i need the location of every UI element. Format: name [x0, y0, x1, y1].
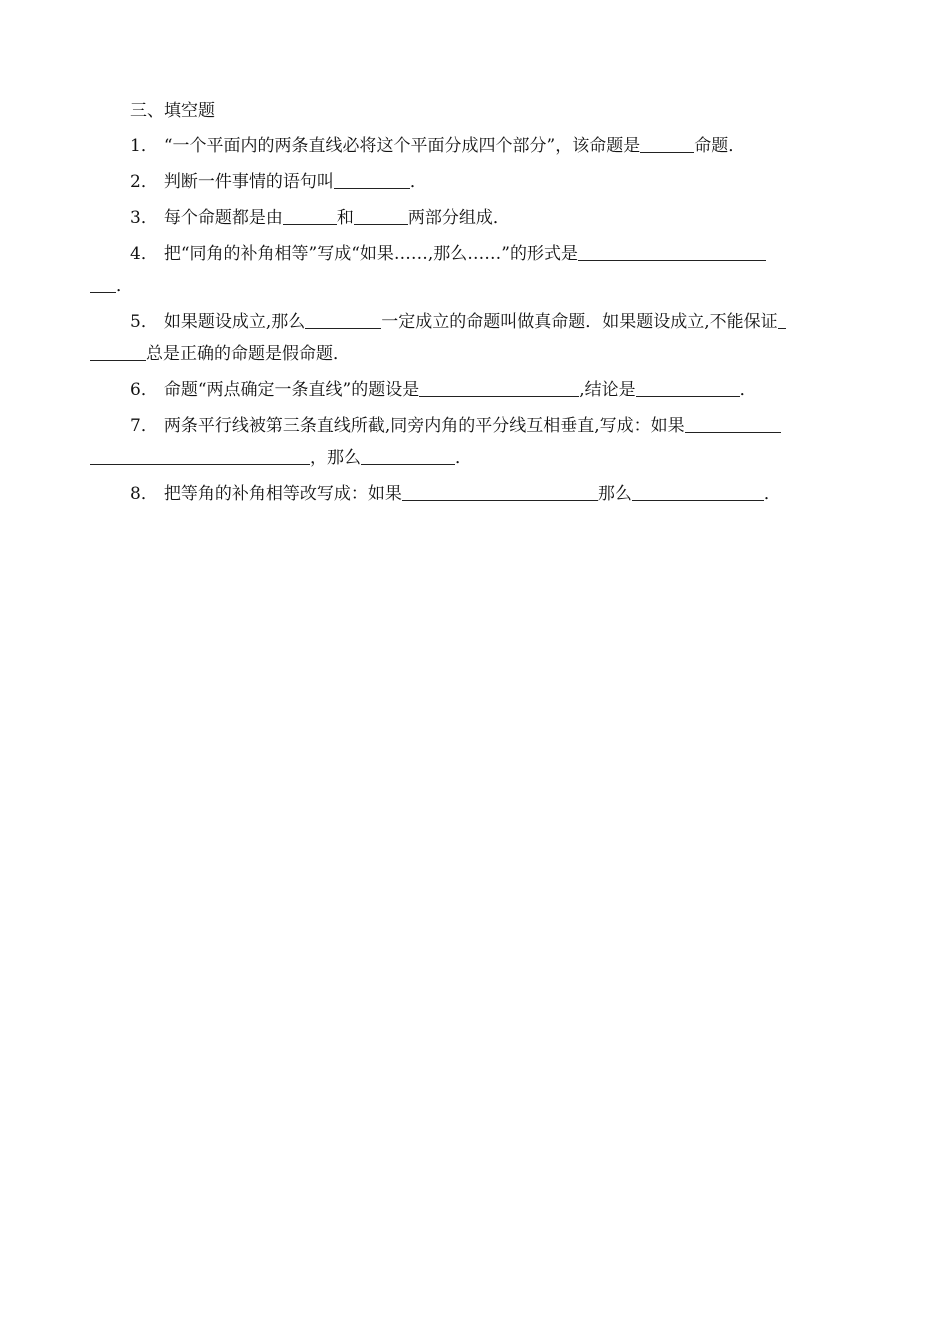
question-number: 7．	[130, 416, 158, 436]
answer-blank[interactable]	[632, 482, 764, 501]
question-2	[90, 166, 860, 198]
question-number: 8．	[130, 484, 158, 504]
question-number: 3．	[130, 208, 158, 228]
question-text: ,结论是	[579, 380, 636, 400]
answer-blank[interactable]	[419, 378, 579, 397]
question-text: 命题．	[694, 136, 746, 156]
answer-blank[interactable]	[778, 310, 786, 329]
answer-blank[interactable]	[334, 170, 410, 189]
question-text: “一个平面内的两条直线必将这个平面分成四个部分”，该命题是	[163, 136, 641, 156]
question-number: 6．	[130, 380, 158, 400]
section-title: 三、填空题	[130, 101, 215, 121]
question-text: 和	[336, 208, 354, 228]
question-text: ．	[455, 448, 472, 468]
answer-blank[interactable]	[402, 482, 598, 501]
question-text: 总是正确的命题是假命题．	[146, 344, 350, 364]
question-number: 4．	[130, 244, 158, 264]
question-text: 两条平行线被第三条直线所截,同旁内角的平分线互相垂直,写成：如果	[163, 416, 685, 436]
question-5	[90, 306, 860, 370]
question-number: 1．	[130, 136, 158, 156]
answer-blank[interactable]	[636, 378, 740, 397]
question-3	[90, 202, 860, 234]
question-8	[90, 478, 860, 510]
answer-blank[interactable]	[354, 206, 408, 225]
question-text: 命题“两点确定一条直线”的题设是	[163, 380, 420, 400]
question-text: 如果题设成立,那么	[163, 312, 306, 332]
question-text: 把“同角的补角相等”写成“如果……,那么……”的形式是	[163, 244, 578, 264]
question-text: 那么	[597, 484, 632, 504]
answer-blank[interactable]	[685, 414, 781, 433]
answer-blank[interactable]	[305, 310, 381, 329]
question-text: ．	[739, 380, 757, 400]
question-1	[90, 130, 860, 162]
question-text: 每个命题都是由	[163, 208, 283, 228]
question-number: 2．	[130, 172, 158, 192]
answer-blank[interactable]	[578, 242, 766, 261]
answer-blank[interactable]	[640, 134, 694, 153]
answer-blank[interactable]	[283, 206, 337, 225]
question-text: ．	[763, 484, 781, 504]
question-text: ，那么	[310, 448, 361, 468]
answer-blank[interactable]	[90, 446, 310, 465]
question-text: 两部分组成．	[407, 208, 510, 228]
question-number: 5．	[130, 312, 158, 332]
question-text: 把等角的补角相等改写成：如果	[163, 484, 402, 504]
answer-blank[interactable]	[361, 446, 455, 465]
question-6	[90, 374, 860, 406]
answer-blank[interactable]	[90, 342, 146, 361]
question-text: ．	[116, 276, 133, 296]
question-text: 一定成立的命题叫做真命题．如果题设成立,不能保证	[381, 312, 778, 332]
answer-blank[interactable]	[90, 274, 116, 293]
question-text: 判断一件事情的语句叫	[163, 172, 334, 192]
question-4	[90, 238, 860, 302]
question-7	[90, 410, 860, 474]
question-text: ．	[409, 172, 427, 192]
worksheet-page	[90, 96, 860, 510]
